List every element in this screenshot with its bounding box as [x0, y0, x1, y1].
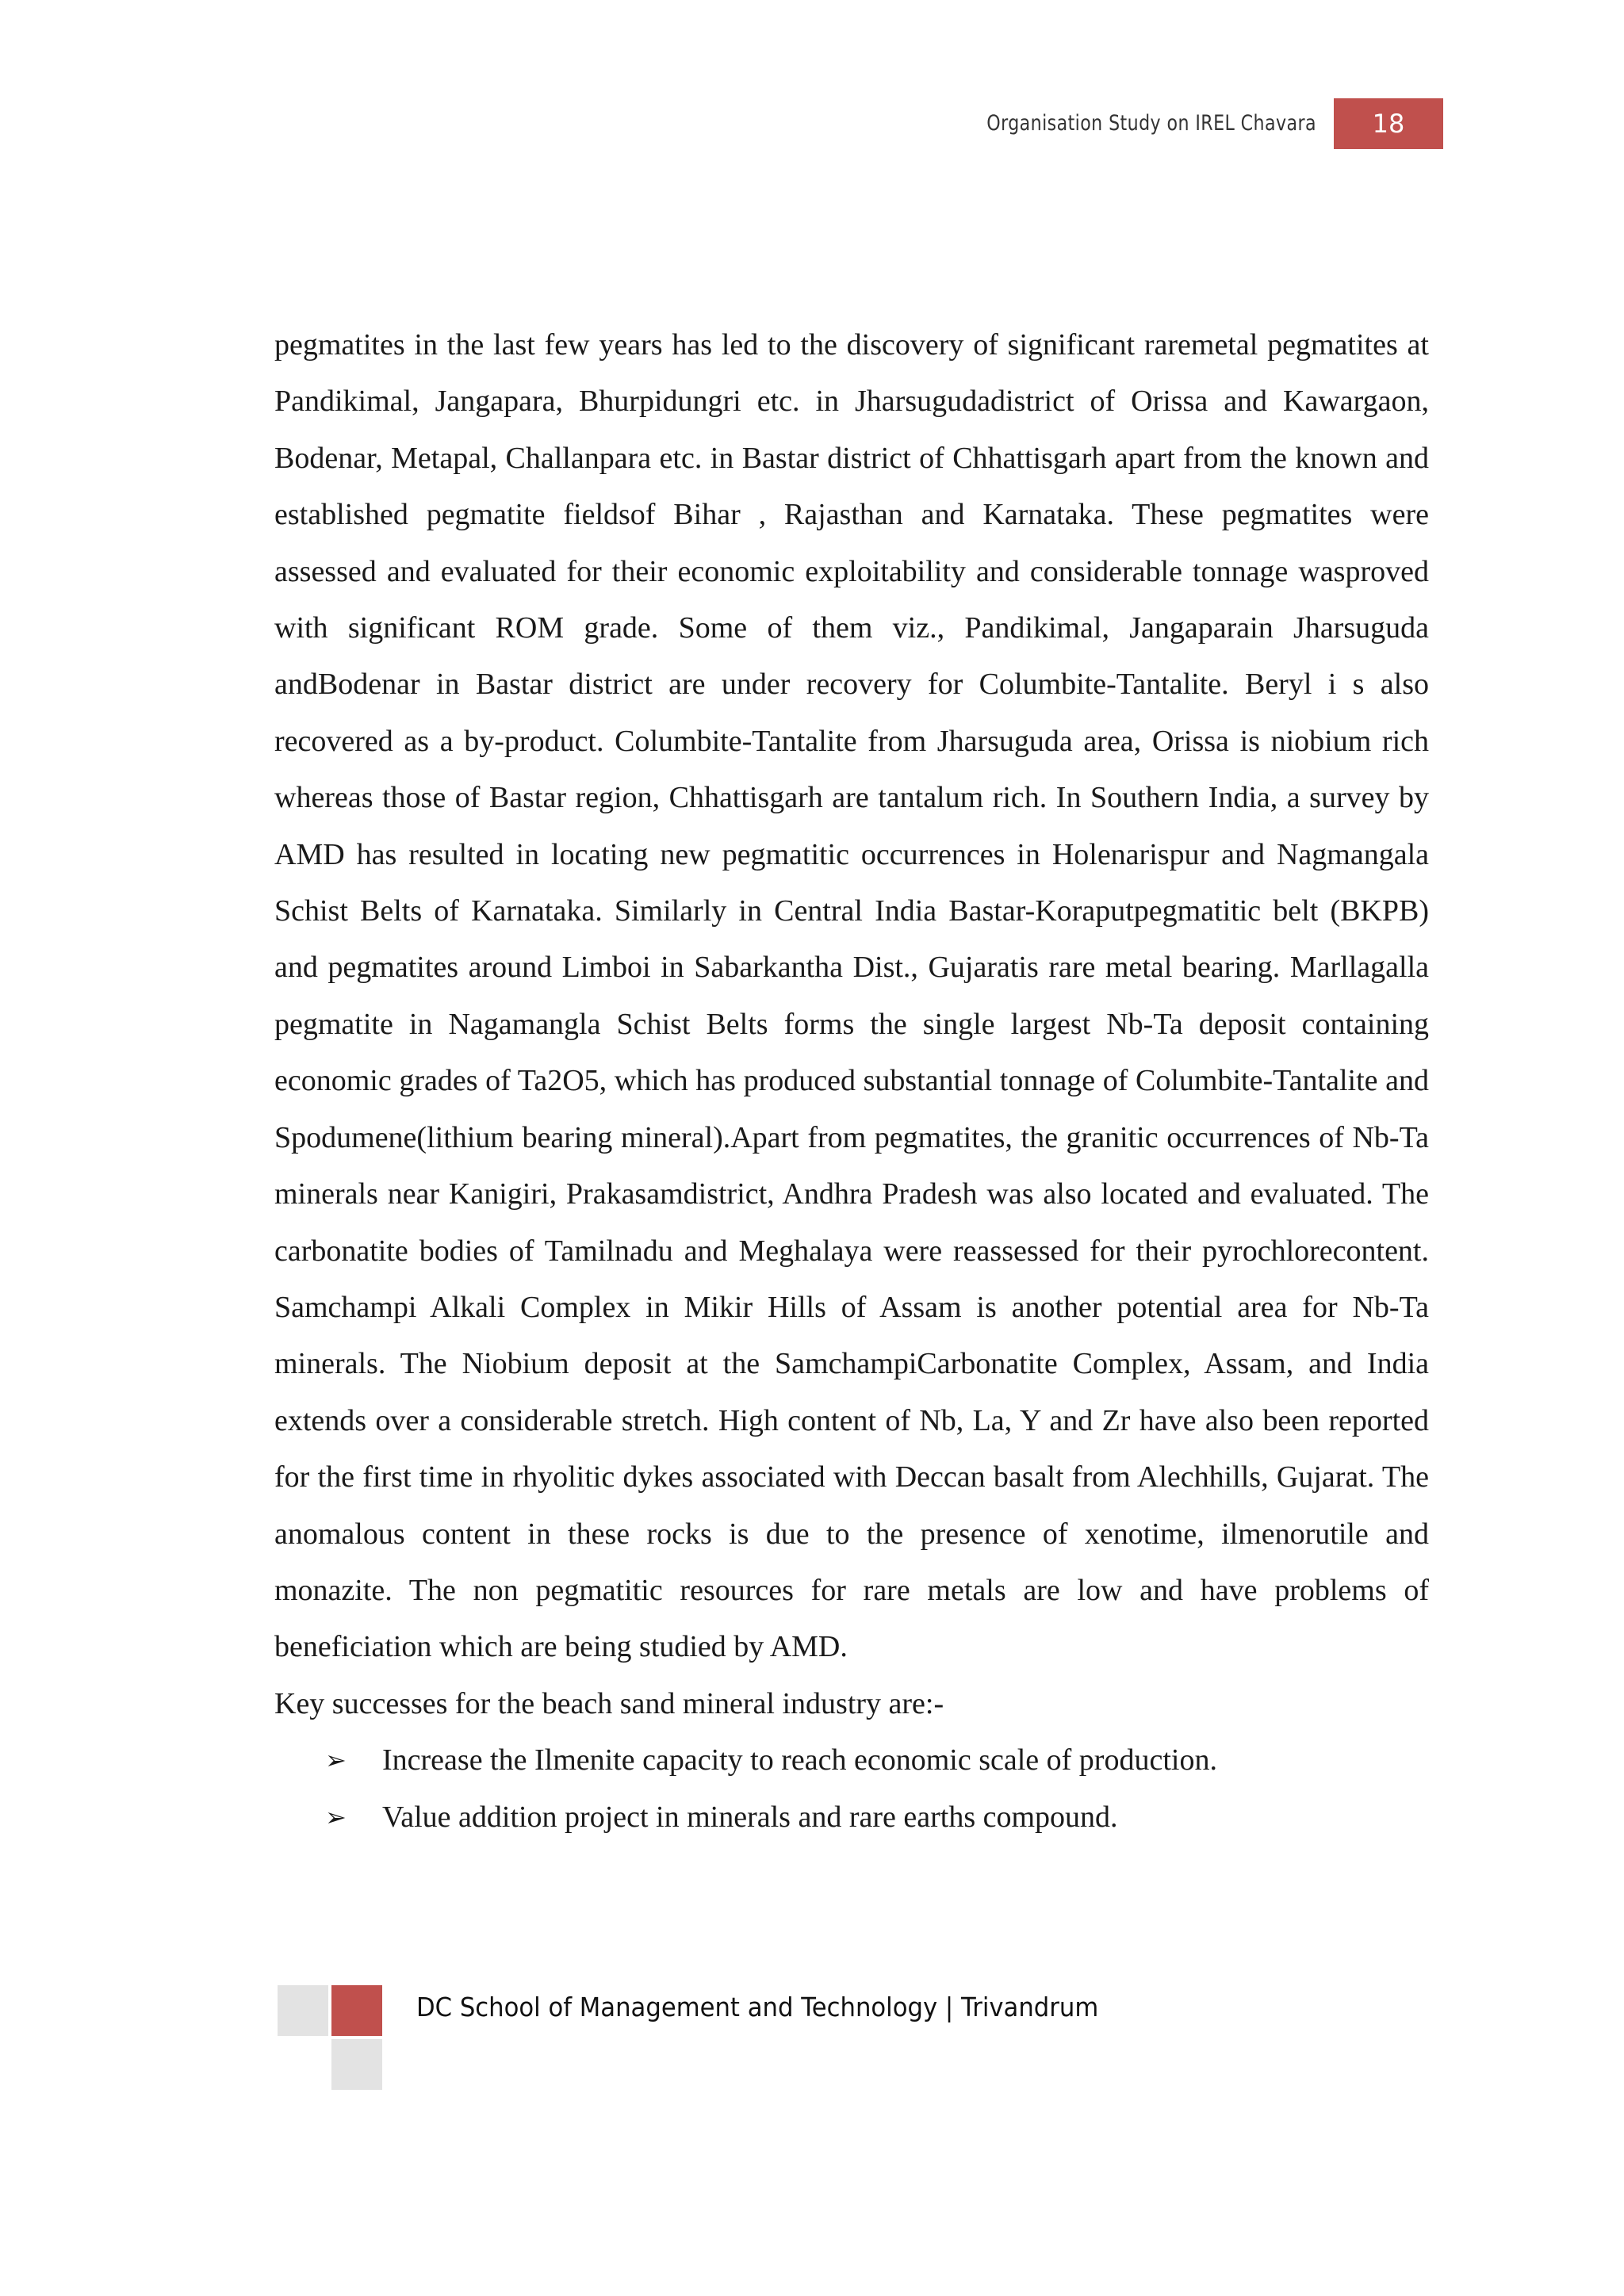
list-item-text: Increase the Ilmenite capacity to reach economic scale of production. — [382, 1743, 1217, 1777]
arrow-bullet-icon: ➢ — [325, 1801, 347, 1832]
footer-decor-square — [278, 1985, 328, 2036]
key-successes-heading: Key successes for the beach sand mineral industry are:- — [274, 1686, 944, 1720]
page-header — [920, 98, 1443, 149]
list-item — [274, 1732, 1429, 1789]
list-item-text: Value addition project in minerals and rare earths compound. — [382, 1800, 1118, 1834]
page-number: 18 — [1334, 98, 1443, 149]
key-successes-list — [274, 1732, 1429, 1846]
header-title: Organisation Study on IREL Chavara — [986, 111, 1316, 136]
main-content — [274, 317, 1429, 1846]
body-paragraph: pegmatites in the last few years has led to the discovery of significant raremetal pegmatites at Pandikimal, Jangapara, Bhurpidungri etc. in Jharsugudadistrict of Orissa and Kawargaon, Bodenar, Metapal, Challanpara etc. in Bastar district of Chhattisgarh apart from the known and established pegmatite fieldsof Bihar , Rajasthan and Karnataka. These pegmatites were assessed and evaluated for their economic exploitability and considerable tonnage wasproved with significant ROM grade. Some of them viz., Pandikimal, Jangaparain Jharsuguda andBodenar in Bastar district are under recovery for Columbite-Tantalite. Beryl i s also recovered as a by-product. Columbite-Tantalite from Jharsuguda area, Orissa is niobium rich whereas those of Bastar region, Chhattisgarh are tantalum rich. In Southern India, a survey by AMD has resulted in locating new pegmatitic occurrences in Holenarispur and Nagmangala Schist Belts of Karnataka. Similarly in Central India Bastar-Koraputpegmatitic belt (BKPB) and pegmatites around Limboi in Sabarkantha Dist., Gujaratis rare metal bearing. Marllagalla pegmatite in Nagamangla Schist Belts forms the single largest Nb-Ta deposit containing economic grades of Ta2O5, which has produced substantial tonnage of Columbite-Tantalite and Spodumene(lithium bearing mineral).Apart from pegmatites, the granitic occurrences of Nb-Ta minerals near Kanigiri, Prakasamdistrict, Andhra Pradesh was also located and evaluated. The carbonatite bodies of Tamilnadu and Meghalaya were reassessed for their pyrochlorecontent. Samchampi Alkali Complex in Mikir Hills of Assam is another potential area for Nb-Ta minerals. The Niobium deposit at the SamchampiCarbonatite Complex, Assam, and India extends over a considerable stretch. High content of Nb, La, Y and Zr have also been reported for the first time in rhyolitic dykes associated with Deccan basalt from Alechhills, Gujarat. The anomalous content in these rocks is due to the presence of xenotime, ilmenorutile and monazite. The non pegmatitic resources for rare metals are low and have problems of beneficiation which are being studied by AMD. — [274, 328, 1429, 1664]
footer-text: DC School of Management and Technology | Trivandrum — [416, 1992, 1099, 2022]
page-footer — [278, 1985, 1229, 2096]
list-item — [274, 1789, 1429, 1846]
footer-decor-square — [331, 2039, 382, 2090]
arrow-bullet-icon: ➢ — [325, 1745, 347, 1776]
footer-decor-square — [331, 1985, 382, 2036]
